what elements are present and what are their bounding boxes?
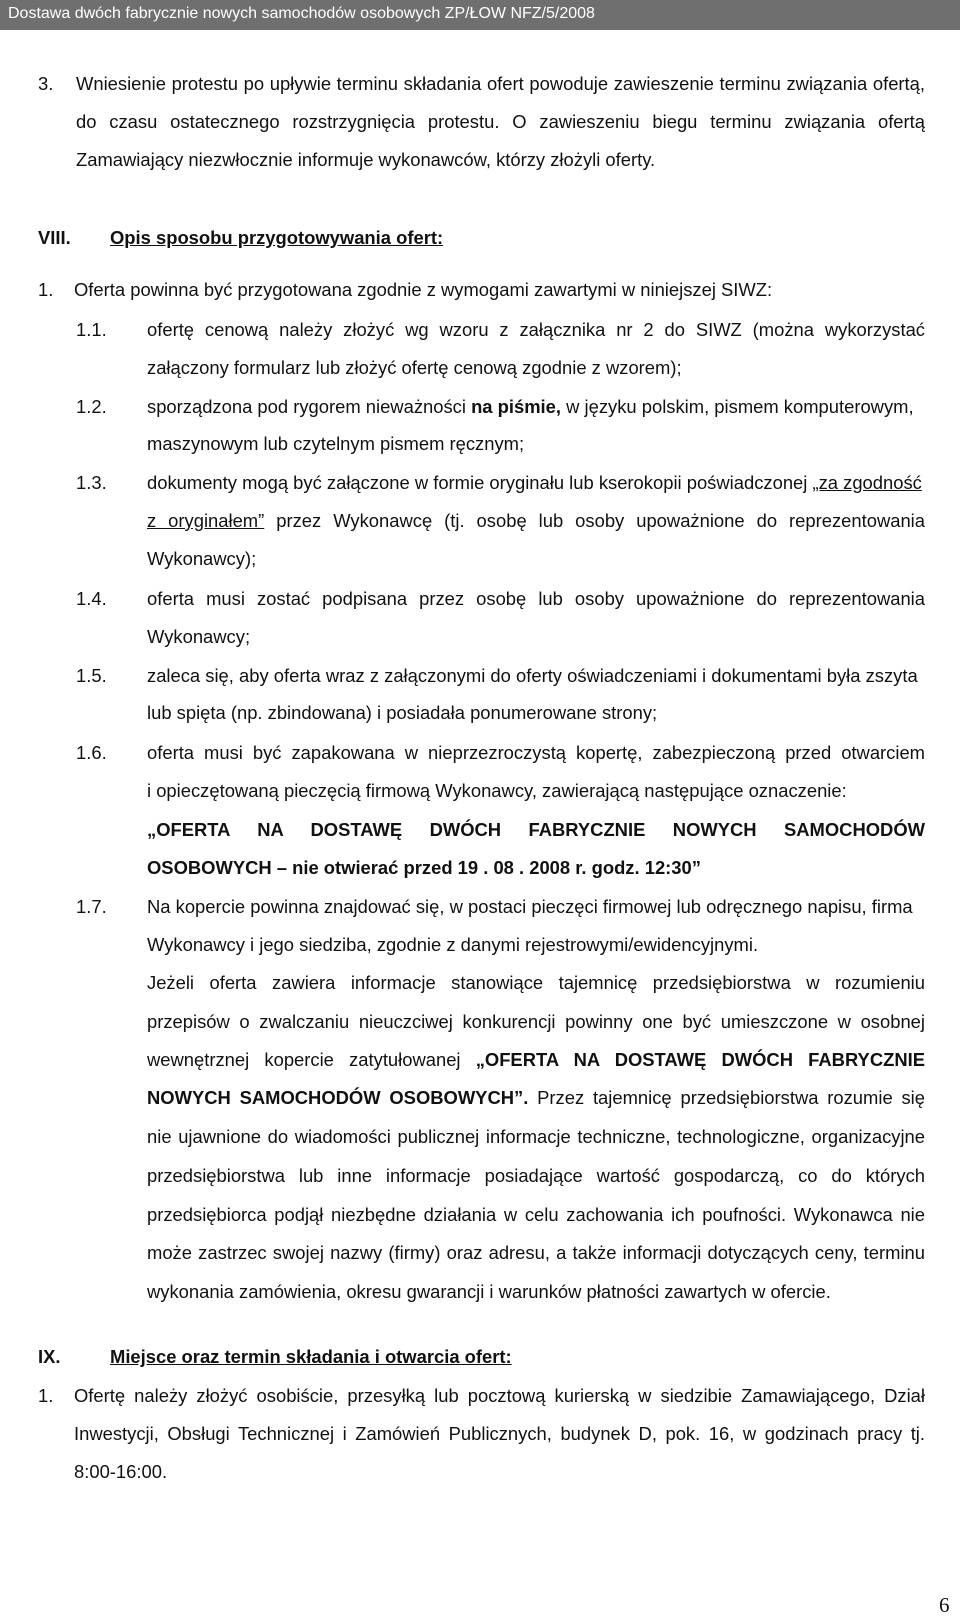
paragraph-line: do czasu ostatecznego rozstrzygnięcia protestu. O zawieszeniu biegu terminu związania ofertą <box>76 111 925 132</box>
document-header-bar <box>0 0 960 30</box>
section-number: IX. <box>38 1346 61 1367</box>
envelope-label-line: OSOBOWYCH – nie otwierać przed 19 . 08 . 2008 r. godz. 12:30” <box>147 857 701 878</box>
sub-item-number: 1.6. <box>76 742 107 763</box>
paragraph-line: nie ujawnione do wiadomości publicznej informacje techniczne, technologiczne, organizacyjne <box>147 1126 925 1147</box>
sub-item-line: lub spięta (np. zbindowana) i posiadała ponumerowane strony; <box>147 702 658 723</box>
sub-item-line: Wykonawcy i jego siedziba, zgodnie z danymi rejestrowymi/ewidencyjnymi. <box>147 934 759 955</box>
paragraph-line: Wniesienie protestu po upływie terminu składania ofert powoduje zawieszenie terminu związania ofertą, <box>76 73 925 94</box>
section-number: VIII. <box>38 227 71 248</box>
paragraph-line: przedsiębiorca podjął niezbędne działania w celu zachowania ich poufności. Wykonawca nie <box>147 1204 925 1225</box>
sub-item-number: 1.3. <box>76 472 107 493</box>
paragraph-line: przedsiębiorstwa lub inne informacje posiadające wartość gospodarczą, co do których <box>147 1165 925 1186</box>
sub-item-line: z oryginałem” przez Wykonawcę (tj. osobę lub osoby upoważnione do reprezentowania <box>147 510 925 531</box>
sub-item-line: i opieczętowaną pieczęcią firmową Wykonawcy, zawierającą następujące oznaczenie: <box>147 780 847 801</box>
paragraph-line: Jeżeli oferta zawiera informacje stanowiące tajemnicę przedsiębiorstwa w rozumieniu <box>147 972 925 993</box>
sub-item-number: 1.5. <box>76 665 107 686</box>
sub-item-line: oferta musi zostać podpisana przez osobę lub osoby upoważnione do reprezentowania <box>147 588 925 609</box>
list-item-line: 8:00-16:00. <box>74 1461 168 1482</box>
sub-item-line: oferta musi być zapakowana w nieprzezroczystą kopertę, zabezpieczoną przed otwarciem <box>147 742 925 763</box>
paragraph-line: Zamawiający niezwłocznie informuje wykonawców, którzy złożyli oferty. <box>76 149 656 170</box>
list-item-line: Inwestycji, Obsługi Technicznej i Zamówień Publicznych, budynek D, pok. 16, w godzinach pracy tj. <box>74 1423 925 1444</box>
page-number: 6 <box>939 1593 950 1617</box>
section-title: Opis sposobu przygotowywania ofert: <box>110 227 444 248</box>
paragraph-line: może zastrzec swojej nazwy (firmy) oraz adresu, a także informacji dotyczących ceny, terminu <box>147 1242 925 1263</box>
sub-item-number: 1.7. <box>76 896 107 917</box>
sub-item-number: 1.1. <box>76 319 107 340</box>
list-item-line: Ofertę należy złożyć osobiście, przesyłką lub pocztową kurierską w siedzibie Zamawiającego, Dział <box>74 1385 925 1406</box>
paragraph-line: wewnętrznej kopercie zatytułowanej „OFERTA NA DOSTAWĘ DWÓCH FABRYCZNIE <box>147 1049 925 1070</box>
sub-item-line: Wykonawcy; <box>147 626 251 647</box>
list-item-text: Oferta powinna być przygotowana zgodnie z wymogami zawartymi w niniejszej SIWZ: <box>74 279 773 300</box>
sub-item-line: Wykonawcy); <box>147 548 257 569</box>
sub-item-line: Na kopercie powinna znajdować się, w postaci pieczęci firmowej lub odręcznego napisu, firma <box>147 896 913 917</box>
envelope-label-line: „OFERTA NA DOSTAWĘ DWÓCH FABRYCZNIE NOWYCH SAMOCHODÓW <box>147 819 925 840</box>
paragraph-line: wykonania zamówienia, okresu gwarancji i warunków płatności zawartych w ofercie. <box>147 1281 831 1302</box>
paragraph-line: przepisów o zwalczaniu nieuczciwej konkurencji powinny one być umieszczone w osobnej <box>147 1011 925 1032</box>
sub-item-line: sporządzona pod rygorem nieważności na piśmie, w języku polskim, pismem komputerowym, <box>147 396 914 417</box>
section-title: Miejsce oraz termin składania i otwarcia ofert: <box>110 1346 512 1367</box>
list-item-number: 1. <box>38 1385 54 1406</box>
sub-item-line: zaleca się, aby oferta wraz z załączonymi do oferty oświadczeniami i dokumentami była zszyta <box>147 665 918 686</box>
sub-item-number: 1.4. <box>76 588 107 609</box>
paragraph-line: NOWYCH SAMOCHODÓW OSOBOWYCH”. Przez tajemnicę przedsiębiorstwa rozumie się <box>147 1087 925 1108</box>
sub-item-line: maszynowym lub czytelnym pismem ręcznym; <box>147 433 525 454</box>
sub-item-line: dokumenty mogą być załączone w formie oryginału lub kserokopii poświadczonej „za zgodność <box>147 472 922 493</box>
sub-item-number: 1.2. <box>76 396 107 417</box>
sub-item-line: ofertę cenową należy złożyć wg wzoru z załącznika nr 2 do SIWZ (można wykorzystać <box>147 319 925 340</box>
document-header-title: Dostawa dwóch fabrycznie nowych samochodów osobowych ZP/ŁOW NFZ/5/2008 <box>8 5 595 22</box>
paragraph-number: 3. <box>38 73 54 94</box>
list-item-number: 1. <box>38 279 54 300</box>
sub-item-line: załączony formularz lub złożyć ofertę cenową zgodnie z wzorem); <box>147 357 682 378</box>
